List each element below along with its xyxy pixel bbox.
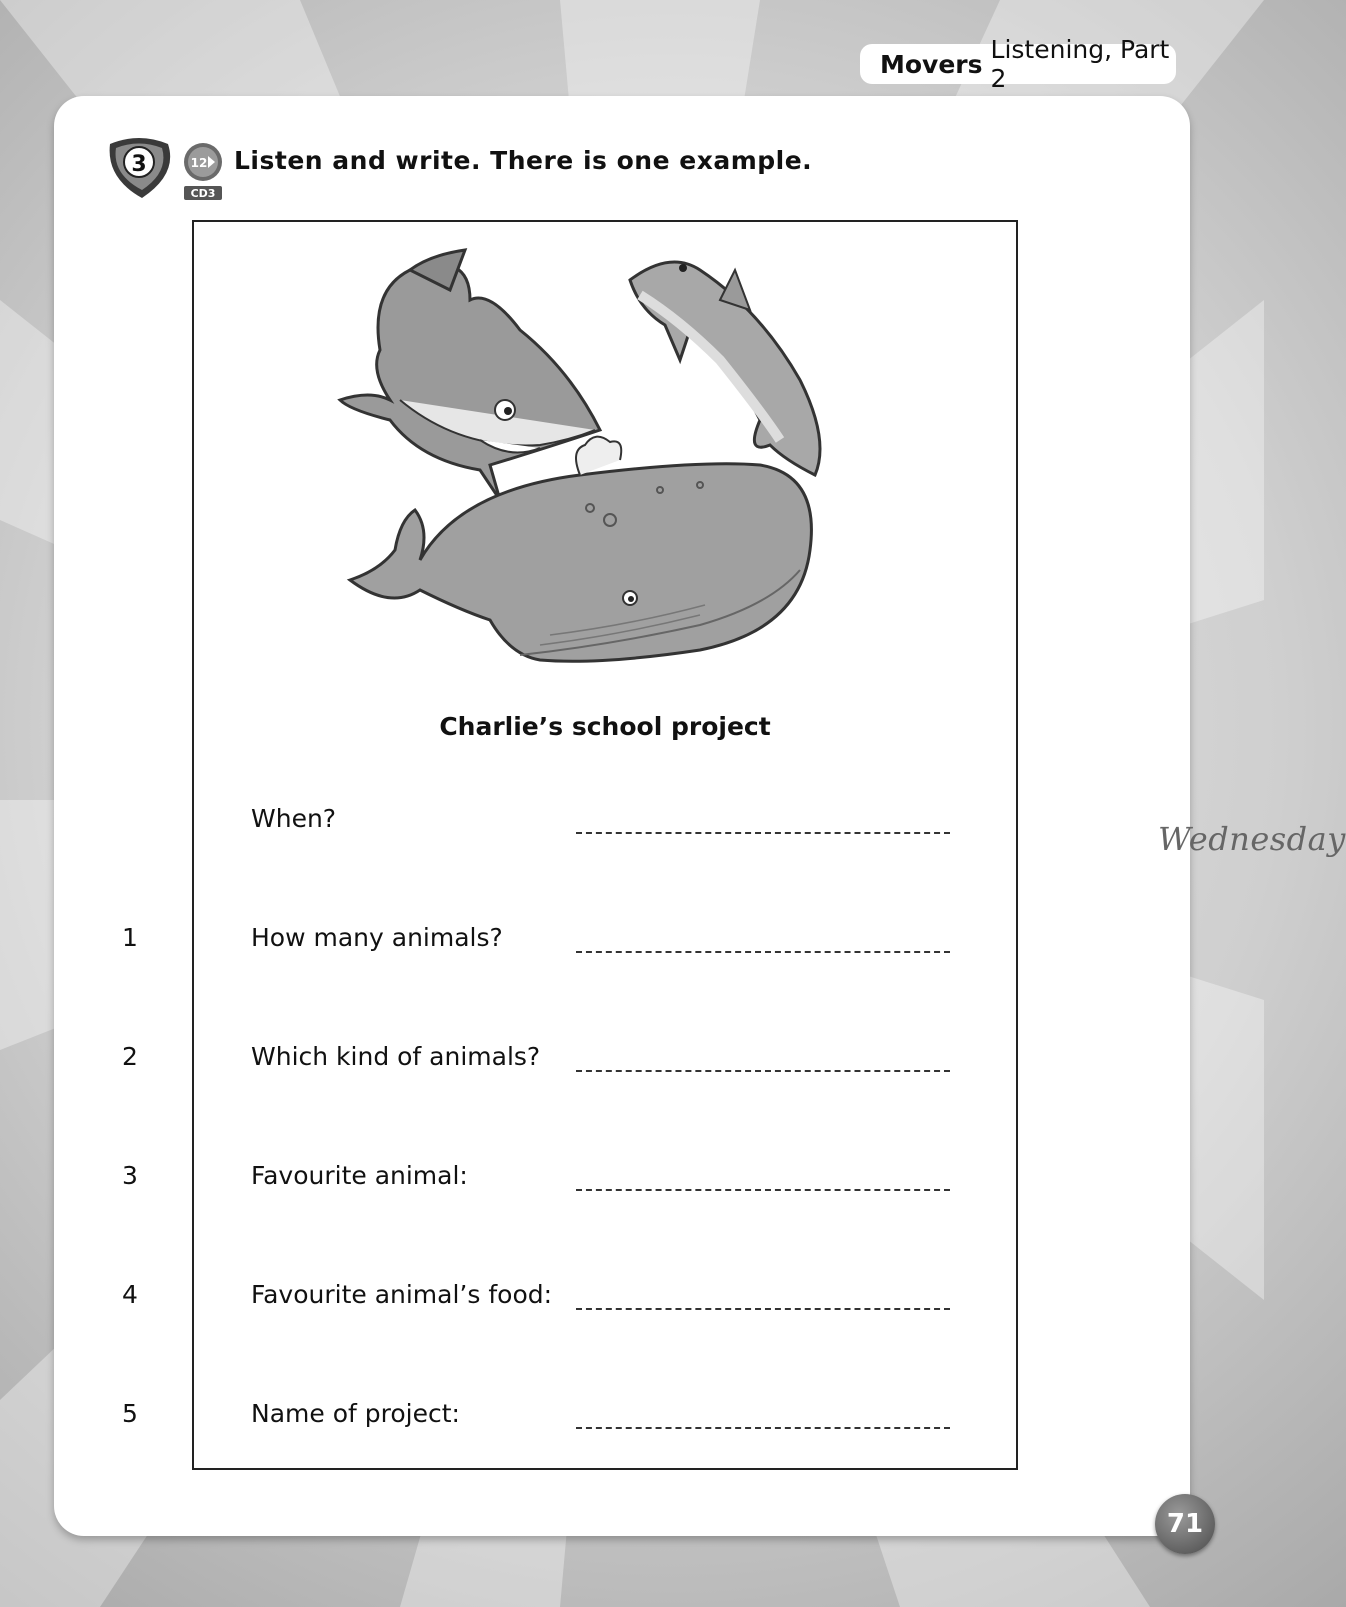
header-level: Movers [880,49,983,79]
audio-track-icon [182,140,224,202]
example-row [0,804,1346,858]
example-question: When? [251,804,337,833]
question-number: 3 [122,1161,138,1190]
question-number: 2 [122,1042,138,1071]
cd-label: CD3 [190,187,216,200]
question-text: Favourite animal’s food: [251,1280,553,1309]
example-answer: Wednesday [1158,820,1346,858]
shark-icon [340,250,600,500]
question-text: Name of project: [251,1399,460,1428]
exercise-number: 3 [131,152,147,177]
question-text: Favourite animal: [251,1161,468,1190]
dolphin-icon [630,262,820,475]
header-tab [860,35,1176,93]
question-number: 5 [122,1399,138,1428]
question-row [0,1042,1264,1082]
question-text: How many animals? [251,923,503,952]
header-section: Listening, Part 2 [990,35,1170,93]
answer-line[interactable] [576,951,950,953]
page-number: 71 [1155,1494,1215,1554]
question-row [0,1399,1264,1439]
answer-line[interactable] [576,1308,950,1310]
question-text: Which kind of animals? [251,1042,541,1071]
example-answer-line [576,820,1346,858]
question-number: 1 [122,923,138,952]
answer-line[interactable] [576,1189,950,1191]
project-title: Charlie’s school project [439,712,771,741]
question-row [0,923,1264,963]
sea-animals-illustration [340,250,860,690]
answer-line[interactable] [576,1427,950,1429]
track-number: 12 [190,156,208,170]
question-row [0,1280,1264,1320]
question-row [0,1161,1264,1201]
instruction-text: Listen and write. There is one example. [234,146,813,175]
question-number: 4 [122,1280,138,1309]
answer-line[interactable] [576,1070,950,1072]
exercise-number-badge [102,134,176,202]
whale-icon [350,437,811,662]
